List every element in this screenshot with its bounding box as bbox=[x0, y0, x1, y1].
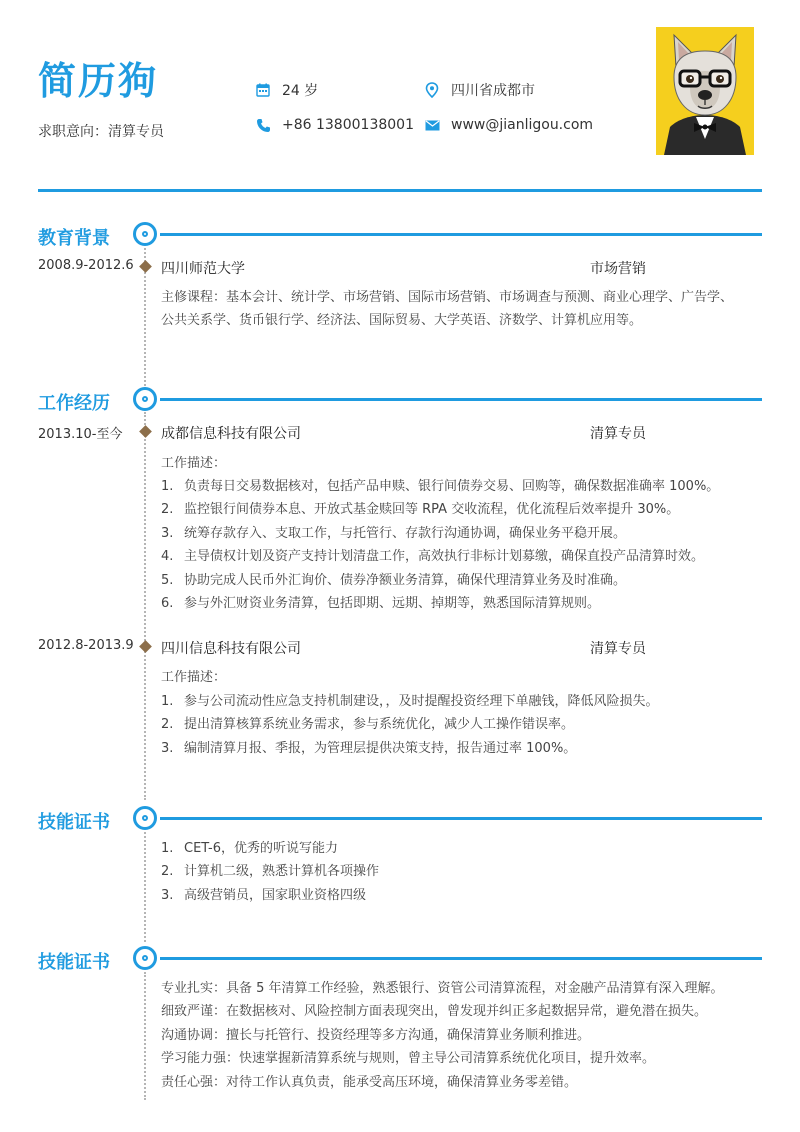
phone-icon bbox=[254, 116, 272, 134]
calendar-icon bbox=[254, 81, 272, 99]
job-duties-list bbox=[161, 690, 659, 760]
email-icon bbox=[423, 116, 441, 134]
avatar bbox=[656, 27, 754, 155]
list-item: 6. 参与外汇财资业务清算，包括即期、远期、掉期等，熟悉国际清算规则。 bbox=[161, 596, 601, 612]
section-marker bbox=[133, 946, 157, 970]
section-title-education: 教育背景 bbox=[38, 228, 110, 249]
list-item: 5. 协助完成人民币外汇询价、债券净额业务清算，确保代理清算业务及时准确。 bbox=[161, 572, 627, 588]
job-intent: 求职意向：清算专员 bbox=[38, 124, 164, 140]
evaluation-list bbox=[161, 977, 724, 1094]
section-marker bbox=[133, 806, 157, 830]
candidate-name: 简历狗 bbox=[38, 59, 159, 103]
list-item: 2. 监控银行间债券本息、开放式基金赎回等 RPA 交收流程，优化流程后效率提升 30%。 bbox=[161, 502, 680, 518]
job-date: 2012.8-2013.9 bbox=[38, 638, 134, 653]
skills-timeline bbox=[144, 832, 146, 942]
education-date: 2008.9-2012.6 bbox=[38, 258, 134, 273]
entry-marker bbox=[139, 425, 152, 438]
evaluation-line: 专业扎实：具备 5 年清算工作经验，熟悉银行、资管公司清算流程，对金融产品清算有深入理解。 bbox=[161, 981, 724, 996]
courses-line: 公共关系学、货币银行学、经济法、国际贸易、大学英语、济数学、计算机应用等。 bbox=[161, 313, 643, 328]
job-date: 2013.10-至今 bbox=[38, 427, 123, 442]
section-rule bbox=[160, 233, 762, 236]
work-timeline bbox=[144, 412, 146, 800]
section-rule bbox=[160, 398, 762, 401]
contact-age bbox=[254, 80, 318, 100]
contact-location bbox=[423, 80, 535, 100]
evaluation-line: 细致严谨：在数据核对、风险控制方面表现突出，曾发现并纠正多起数据异常，避免潜在损失。 bbox=[161, 1004, 708, 1020]
entry-marker bbox=[139, 640, 152, 653]
evaluation-timeline bbox=[144, 972, 146, 1100]
contact-phone bbox=[254, 116, 414, 134]
company-name: 成都信息科技有限公司 bbox=[161, 426, 301, 442]
location-value: 四川省成都市 bbox=[451, 83, 535, 99]
job-desc-label: 工作描述： bbox=[161, 670, 227, 685]
list-item: 2. 计算机二级，熟悉计算机各项操作 bbox=[161, 864, 380, 880]
section-marker bbox=[133, 222, 157, 246]
age-value: 24 岁 bbox=[282, 83, 319, 99]
list-item: 3. 编制清算月报、季报，为管理层提供决策支持，报告通过率 100%。 bbox=[161, 740, 577, 756]
list-item: 1. 负责每日交易数据核对，包括产品申赎、银行间债券交易、回购等，确保数据准确率 100%。 bbox=[161, 479, 720, 494]
school-name: 四川师范大学 bbox=[161, 261, 245, 277]
list-item: 1. 参与公司流动性应急支持机制建设，，及时提醒投资经理下单融钱，降低风险损失。 bbox=[161, 694, 659, 709]
email-value: www@jianligou.com bbox=[451, 117, 594, 133]
skills-list bbox=[161, 837, 379, 907]
job-desc-label: 工作描述： bbox=[161, 456, 227, 471]
section-title-skills: 技能证书 bbox=[38, 812, 110, 833]
courses bbox=[161, 286, 733, 332]
section-marker bbox=[133, 387, 157, 411]
list-item: 1. CET-6，优秀的听说写能力 bbox=[161, 841, 339, 856]
section-rule bbox=[160, 957, 762, 960]
evaluation-line: 沟通协调：擅长与托管行、投资经理等多方沟通，确保清算业务顺利推进。 bbox=[161, 1027, 591, 1043]
list-item: 3. 统筹存款存入、支取工作，与托管行、存款行沟通协调，确保业务平稳开展。 bbox=[161, 525, 627, 541]
phone-value: +86 13800138001 bbox=[282, 117, 414, 133]
courses-line: 主修课程：基本会计、统计学、市场营销、国际市场营销、市场调查与预测、商业心理学、广告学、 bbox=[161, 290, 734, 305]
location-pin-icon bbox=[423, 81, 441, 99]
header-divider bbox=[38, 189, 762, 192]
evaluation-line: 责任心强：对待工作认真负责，能承受高压环境，确保清算业务零差错。 bbox=[161, 1074, 578, 1090]
major-name: 市场营销 bbox=[590, 261, 646, 277]
job-role: 清算专员 bbox=[590, 426, 646, 442]
section-rule bbox=[160, 817, 762, 820]
company-name: 四川信息科技有限公司 bbox=[161, 641, 301, 657]
job-duties-list bbox=[161, 475, 719, 615]
entry-marker bbox=[139, 260, 152, 273]
section-title-work: 工作经历 bbox=[38, 393, 110, 414]
list-item: 3. 高级营销员，国家职业资格四级 bbox=[161, 887, 367, 903]
job-role: 清算专员 bbox=[590, 641, 646, 657]
contact-email bbox=[423, 116, 593, 134]
list-item: 2. 提出清算核算系统业务需求，参与系统优化，减少人工操作错误率。 bbox=[161, 717, 575, 733]
list-item: 4. 主导债权计划及资产支持计划清盘工作，高效执行非标计划募缴，确保直投产品清算时效。 bbox=[161, 549, 705, 565]
evaluation-line: 学习能力强：快速掌握新清算系统与规则，曾主导公司清算系统优化项目，提升效率。 bbox=[161, 1051, 656, 1067]
section-title-evaluation: 技能证书 bbox=[38, 952, 110, 973]
